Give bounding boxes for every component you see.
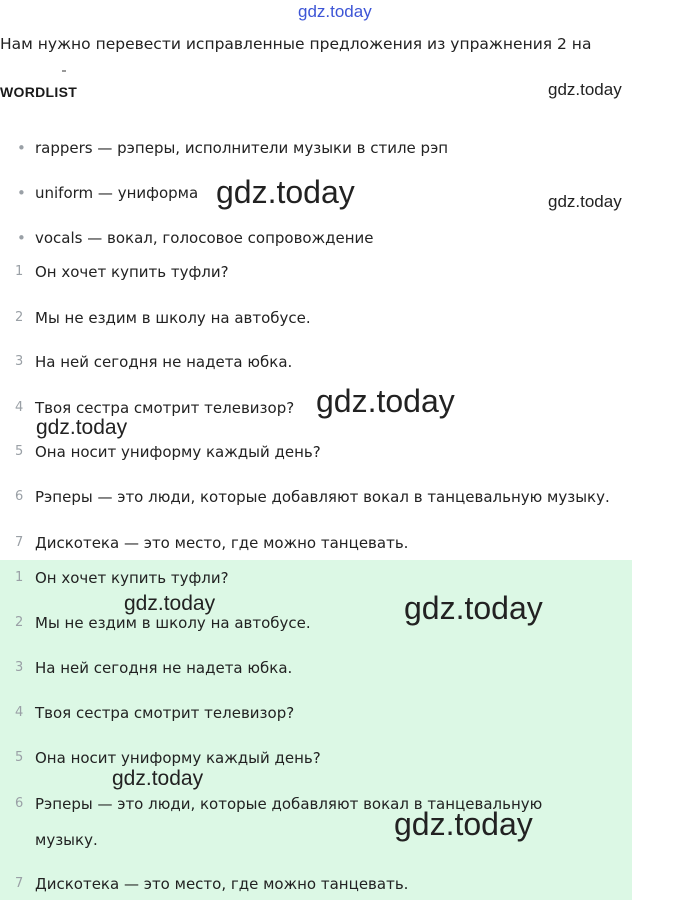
item-text: Твоя сестра смотрит телевизор? (35, 399, 295, 417)
watermark: gdz.today (124, 592, 216, 615)
watermark: gdz.today (216, 174, 355, 210)
item-text: Рэперы — это люди, которые добавляют вокал в танцевальную музыку. (35, 488, 610, 506)
item-text: Твоя сестра смотрит телевизор? (35, 704, 295, 722)
item-number: 4 (15, 400, 24, 415)
item-text: На ней сегодня не надета юбка. (35, 353, 293, 371)
watermark: gdz.today (36, 416, 128, 439)
wordlist-item-text: vocals — вокал, голосовое сопровождение (35, 229, 374, 247)
wordlist-item-text: rappers — рэперы, исполнители музыки в стиле рэп (35, 139, 449, 157)
bullet-icon: • (17, 229, 26, 247)
item-text: Мы не ездим в школу на автобусе. (35, 614, 311, 632)
item-number: 4 (15, 705, 24, 720)
watermark: gdz.today (394, 806, 533, 842)
item-number: 7 (15, 876, 24, 891)
item-number: 2 (15, 615, 24, 630)
item-number: 7 (15, 535, 24, 550)
item-number: 5 (15, 444, 24, 459)
item-number: 1 (15, 264, 24, 279)
item-text: Дискотека — это место, где можно танцевать. (35, 875, 409, 893)
item-text: На ней сегодня не надета юбка. (35, 659, 293, 677)
bullet-icon: • (17, 139, 26, 157)
watermark: gdz.today (404, 590, 543, 626)
item-number: 6 (15, 489, 24, 504)
wordlist-heading: WORDLIST (0, 84, 78, 100)
item-text: Она носит униформу каждый день? (35, 443, 321, 461)
item-text: Он хочет купить туфли? (35, 263, 229, 281)
item-number: 3 (15, 354, 24, 369)
item-number: 2 (15, 310, 24, 325)
cut-mark (62, 70, 66, 72)
watermark: gdz.today (112, 767, 204, 790)
item-number: 3 (15, 660, 24, 675)
item-text: Он хочет купить туфли? (35, 569, 229, 587)
item-number: 6 (15, 796, 24, 811)
watermark: gdz.today (548, 80, 622, 99)
watermark-top: gdz.today (298, 2, 372, 21)
watermark: gdz.today (316, 383, 455, 419)
item-text: Рэперы — это люди, которые добавляют вокал в танцевальную музыку. (35, 795, 543, 849)
item-number: 5 (15, 750, 24, 765)
intro-text: Нам нужно перевести исправленные предложения из упражнения 2 на (0, 35, 592, 53)
item-text: Она носит униформу каждый день? (35, 749, 321, 767)
item-number: 1 (15, 570, 24, 585)
item-text: Дискотека — это место, где можно танцевать. (35, 534, 409, 552)
item-text: Мы не ездим в школу на автобусе. (35, 309, 311, 327)
bullet-icon: • (17, 184, 26, 202)
watermark: gdz.today (548, 192, 622, 211)
wordlist-item-text: uniform — униформа (35, 184, 199, 202)
